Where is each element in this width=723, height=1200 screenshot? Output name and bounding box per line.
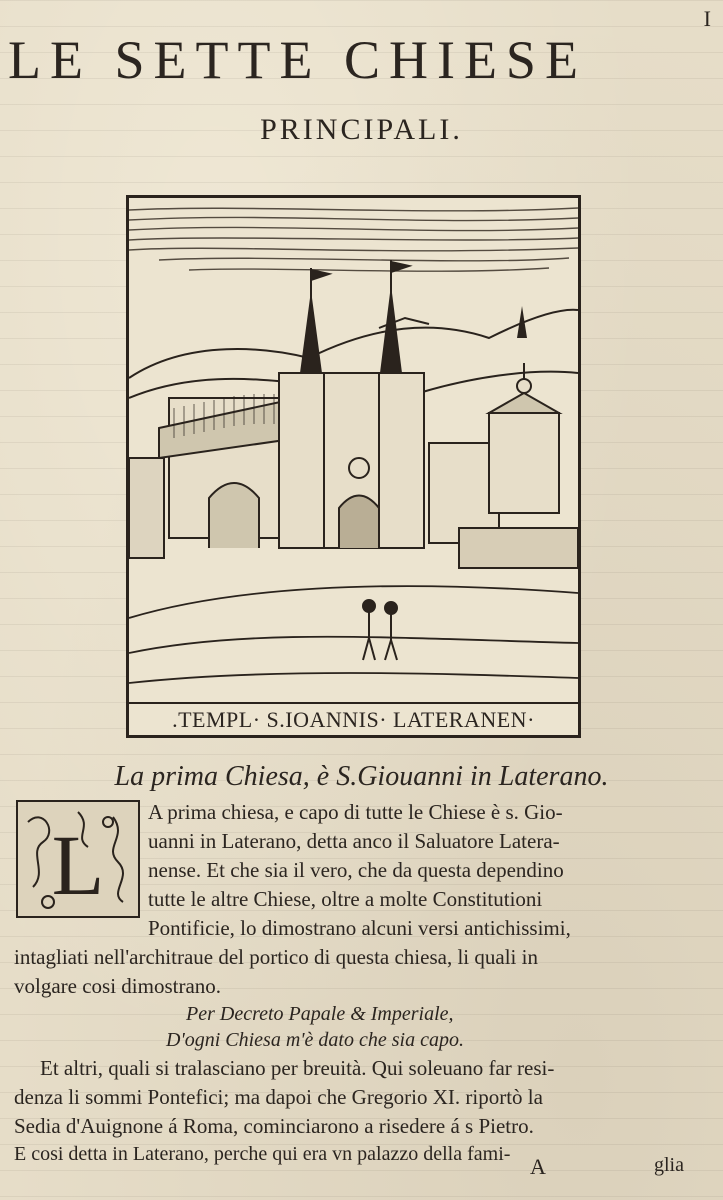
paragraph-line: uanni in Laterano, detta anco il Saluatore Latera- (148, 829, 560, 853)
paragraph-line: A prima chiesa, e capo di tutte le Chiese è s. Gio- (148, 800, 563, 824)
svg-text:L: L (51, 817, 105, 913)
page-title: LE SETTE CHIESE (8, 30, 587, 90)
page-subtitle: PRINCIPALI. (260, 113, 463, 146)
paragraph-line: volgare cosi dimostrano. (14, 974, 222, 998)
paragraph-line: Pontificie, lo dimostrano alcuni versi antichissimi, (148, 916, 571, 940)
paragraph-line: denza li sommi Pontefici; ma dapoi che Gregorio XI. riportò la (14, 1085, 543, 1109)
verse-line: D'ogni Chiesa m'è dato che sia capo. (166, 1029, 464, 1051)
paragraph-line: Sedia d'Auignone á Roma, cominciarono a risedere á s Pietro. (14, 1114, 534, 1138)
page-number: I (703, 6, 711, 31)
decorated-initial (16, 800, 140, 918)
paragraph-line: Et altri, quali si tralasciano per breuità. Qui soleuano far resi- (40, 1056, 555, 1080)
chapter-heading: La prima Chiesa, è S.Giouanni in Laterano. (114, 761, 609, 792)
decorated-initial-l (18, 802, 138, 916)
paragraph-line: E cosi detta in Laterano, perche qui era vn palazzo della fami- (14, 1143, 511, 1165)
paragraph-line: tutte le altre Chiese, oltre a molte Constitutioni (148, 887, 543, 911)
paragraph-line: nense. Et che sia il vero, che da questa dependino (148, 858, 564, 882)
verse-line: Per Decreto Papale & Imperiale, (186, 1003, 454, 1025)
signature-mark: A (530, 1154, 546, 1179)
paragraph-line: intagliati nell'architraue del portico di questa chiesa, li quali in (14, 945, 538, 969)
woodcut-illustration (126, 195, 581, 738)
catchword: glia (654, 1154, 684, 1176)
woodcut-caption: .TEMPL· S.IOANNIS· LATERANEN· (129, 702, 578, 735)
lateran-church-engraving (129, 198, 578, 703)
